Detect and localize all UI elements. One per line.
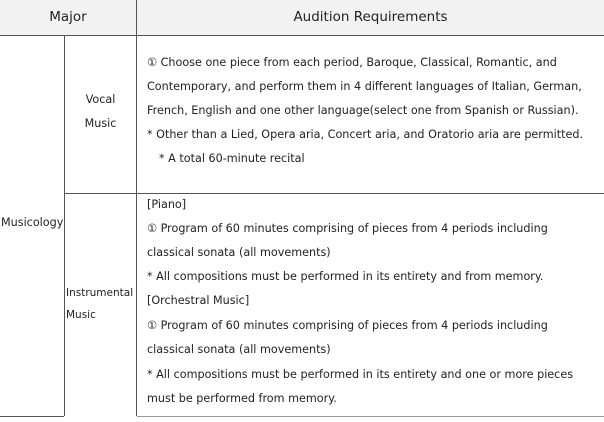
sub-major-instrumental: Music [66,309,96,321]
department-cell: Musicology [1,216,64,229]
requirement-line: ① Choose one piece from each period, Baroque, Classical, Romantic, and [147,56,557,69]
requirement-note: * A total 60-minute recital [159,152,305,165]
table-bottom-border [0,416,64,417]
requirement-line: French, English and one other language(select one from Spanish or Russian). [147,104,579,117]
requirement-line: classical sonata (all movements) [147,246,331,259]
requirement-note: * All compositions must be performed in its entirety and from memory. [147,270,544,283]
requirement-line: ① Program of 60 minutes comprising of pieces from 4 periods including [147,222,548,235]
major-header: Major [49,9,87,25]
requirements-header: Audition Requirements [293,9,448,25]
sub-major-instrumental: Instrumental [66,287,134,299]
requirement-line: classical sonata (all movements) [147,343,331,356]
table-bottom-border-right [137,416,604,417]
requirement-note: must be performed from memory. [147,392,337,405]
row-divider [65,193,604,194]
requirement-note: * Other than a Lied, Opera aria, Concert aria, and Oratorio aria are permitted. [147,128,584,141]
sub-major-vocal: Vocal [85,93,116,106]
sub-major-vocal: Music [84,117,117,130]
header-bottom-border [0,35,604,36]
requirement-line: Contemporary, and perform them in 4 different languages of Italian, German, [147,80,582,93]
section-heading-piano: [Piano] [147,198,187,211]
section-heading-orchestral: [Orchestral Music] [147,294,250,307]
requirements-column-divider [136,36,137,416]
requirement-line: ① Program of 60 minutes comprising of pieces from 4 periods including [147,319,548,332]
requirement-note: * All compositions must be performed in its entirety and one or more pieces [147,368,574,381]
